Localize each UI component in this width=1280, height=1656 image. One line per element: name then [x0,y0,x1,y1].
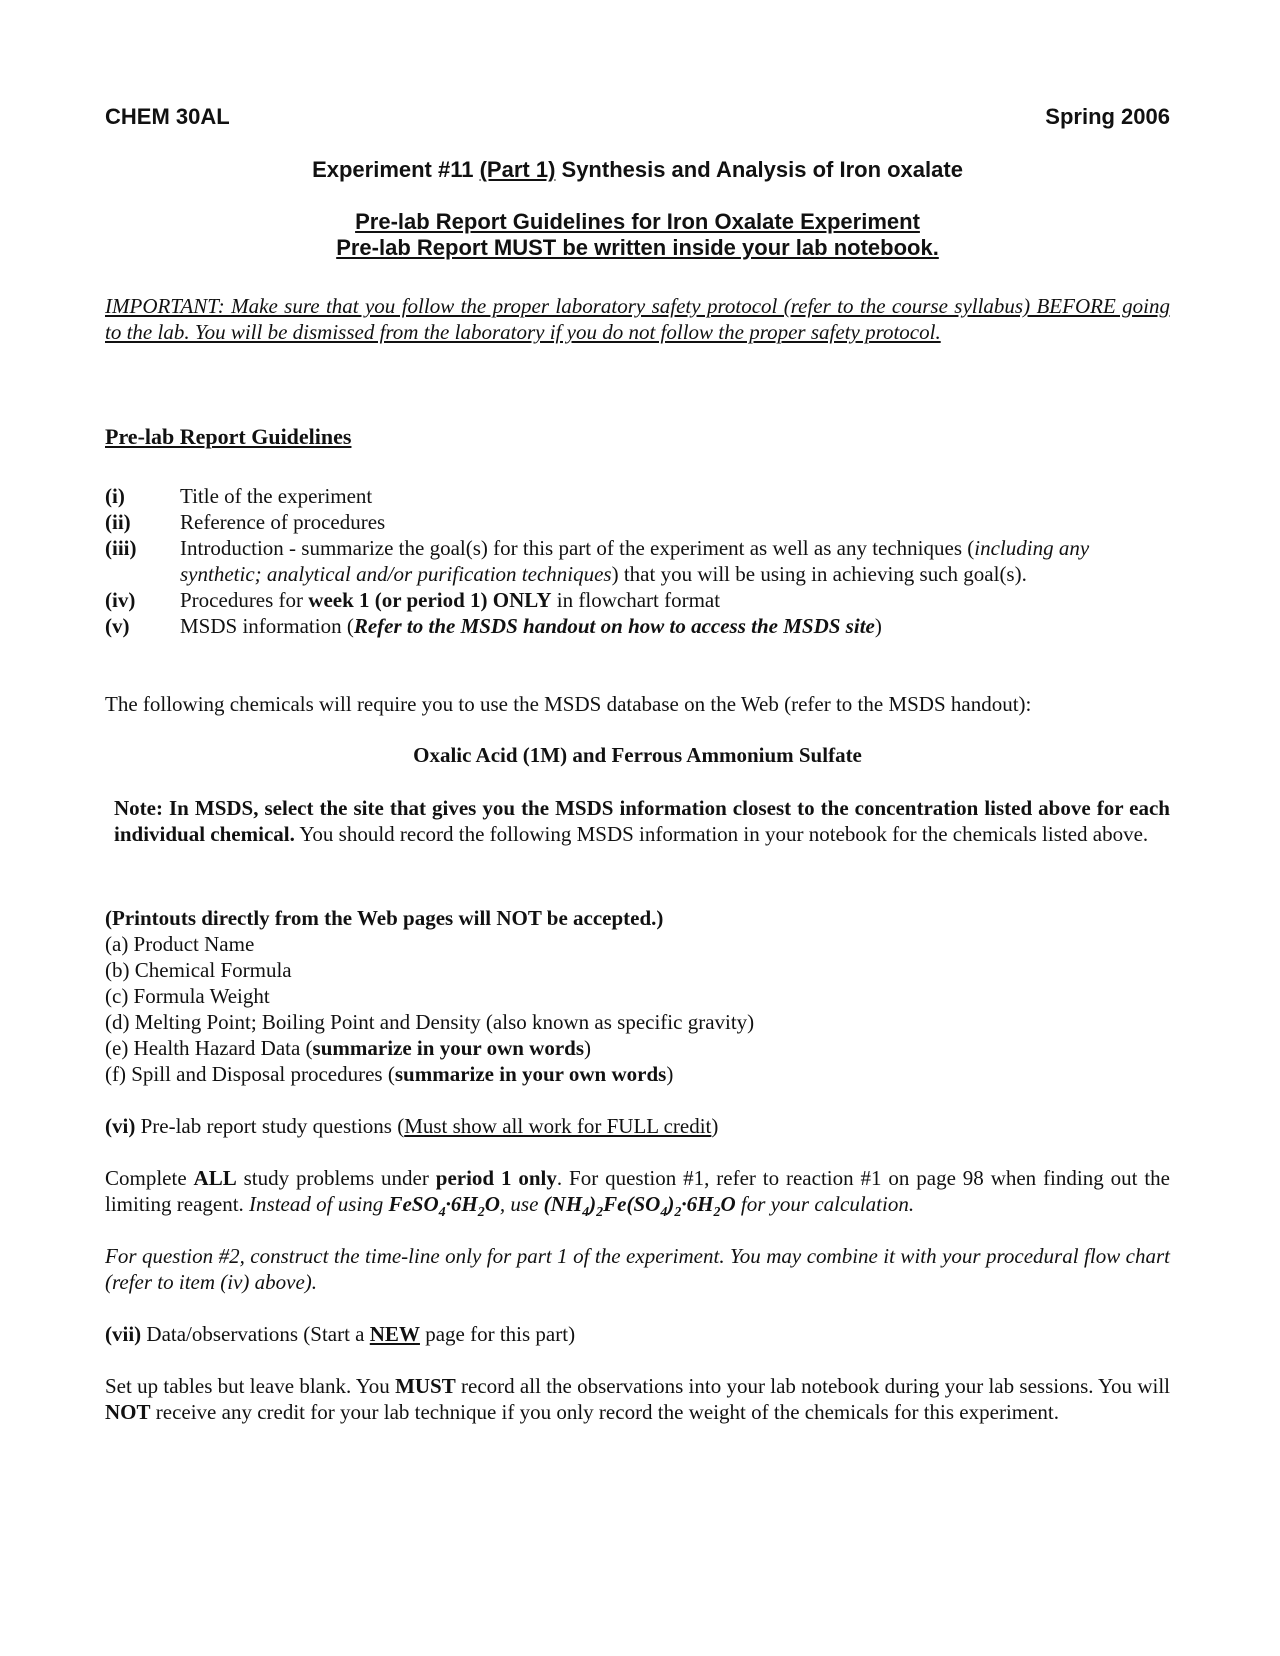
complete-problems-paragraph: Complete ALL study problems under period 1 only. For question #1, refer to reaction #1 on page 98 when finding out the limiting reagent. Instead of using $FeSO_4\cdot 6H_2O$, use $(NH_4)_2Fe(SO_4)_2\cdot 6H_2O$ for your calculation. [105,1166,1170,1221]
msds-item-f: (f) Spill and Disposal procedures (summarize in your own words) [105,1062,674,1086]
chemicals-list: Oxalic Acid (1M) and Ferrous Ammonium Sulfate [413,743,862,767]
formula-ferrous-ammonium-sulfate: $(NH_4)_2Fe(SO_4)_2\cdot 6H_2O$ [543,1192,736,1221]
data-observations-item: (vii) Data/observations (Start a NEW page for this part) [105,1322,576,1346]
guidelines-list [105,483,1170,639]
guideline-iv: (iv) Procedures for week 1 (or period 1) ONLY in flowchart format [105,588,721,612]
msds-items-list [105,931,1170,1087]
formula-iron-sulfate: $FeSO_4\cdot 6H_2O$ [388,1192,500,1221]
guideline-ii: (ii) Reference of procedures [105,510,386,534]
chemicals-intro: The following chemicals will require you to use the MSDS database on the Web (refer to the MSDS handout): [105,692,1032,716]
printouts-warning: (Printouts directly from the Web pages will NOT be accepted.) [105,906,664,930]
msds-item-a: (a) Product Name [105,932,255,956]
msds-item-b: (b) Chemical Formula [105,958,292,982]
msds-item-e: (e) Health Hazard Data (summarize in your own words) [105,1036,591,1060]
guidelines-heading: Pre-lab Report Guidelines [105,424,352,449]
msds-note: Note: In MSDS, select the site that gives you the MSDS information closest to the concentration listed above for each individual chemical. You should record the following MSDS information in your notebook for the chemicals listed above. [114,796,1170,846]
study-questions-item: (vi) Pre-lab report study questions (Must show all work for FULL credit) [105,1114,719,1138]
course-code: CHEM 30AL [105,104,230,129]
subtitle-line-2: Pre-lab Report MUST be written inside your lab notebook. [336,235,939,260]
guideline-v: (v) MSDS information (Refer to the MSDS handout on how to access the MSDS site) [105,614,882,638]
experiment-title: Experiment #11 (Part 1) Synthesis and Analysis of Iron oxalate [312,157,963,182]
question-2-paragraph: For question #2, construct the time-line only for part 1 of the experiment. You may combine it with your procedural flow chart (refer to item (iv) above). [105,1244,1170,1294]
guideline-i: (i) Title of the experiment [105,484,373,508]
subtitle-line-1: Pre-lab Report Guidelines for Iron Oxalate Experiment [355,209,920,234]
guideline-iii: (iii) Introduction - summarize the goal(s) for this part of the experiment as well as any techniques (including any synthetic; analytical and/or purification techniques) that you will be using in achieving such goal(s). [105,536,1090,586]
page-header [105,104,1170,130]
msds-item-d: (d) Melting Point; Boiling Point and Density (also known as specific gravity) [105,1010,755,1034]
setup-tables-paragraph: Set up tables but leave blank. You MUST record all the observations into your lab notebook during your lab sessions. You will NOT receive any credit for your lab technique if you only record the weight of the chemicals for this experiment. [105,1374,1171,1424]
term: Spring 2006 [1045,104,1170,129]
important-notice: IMPORTANT: Make sure that you follow the proper laboratory safety protocol (refer to the course syllabus) BEFORE going to the lab. You will be dismissed from the laboratory if you do not follow the proper safety protocol. [105,294,1170,344]
msds-item-c: (c) Formula Weight [105,984,270,1008]
